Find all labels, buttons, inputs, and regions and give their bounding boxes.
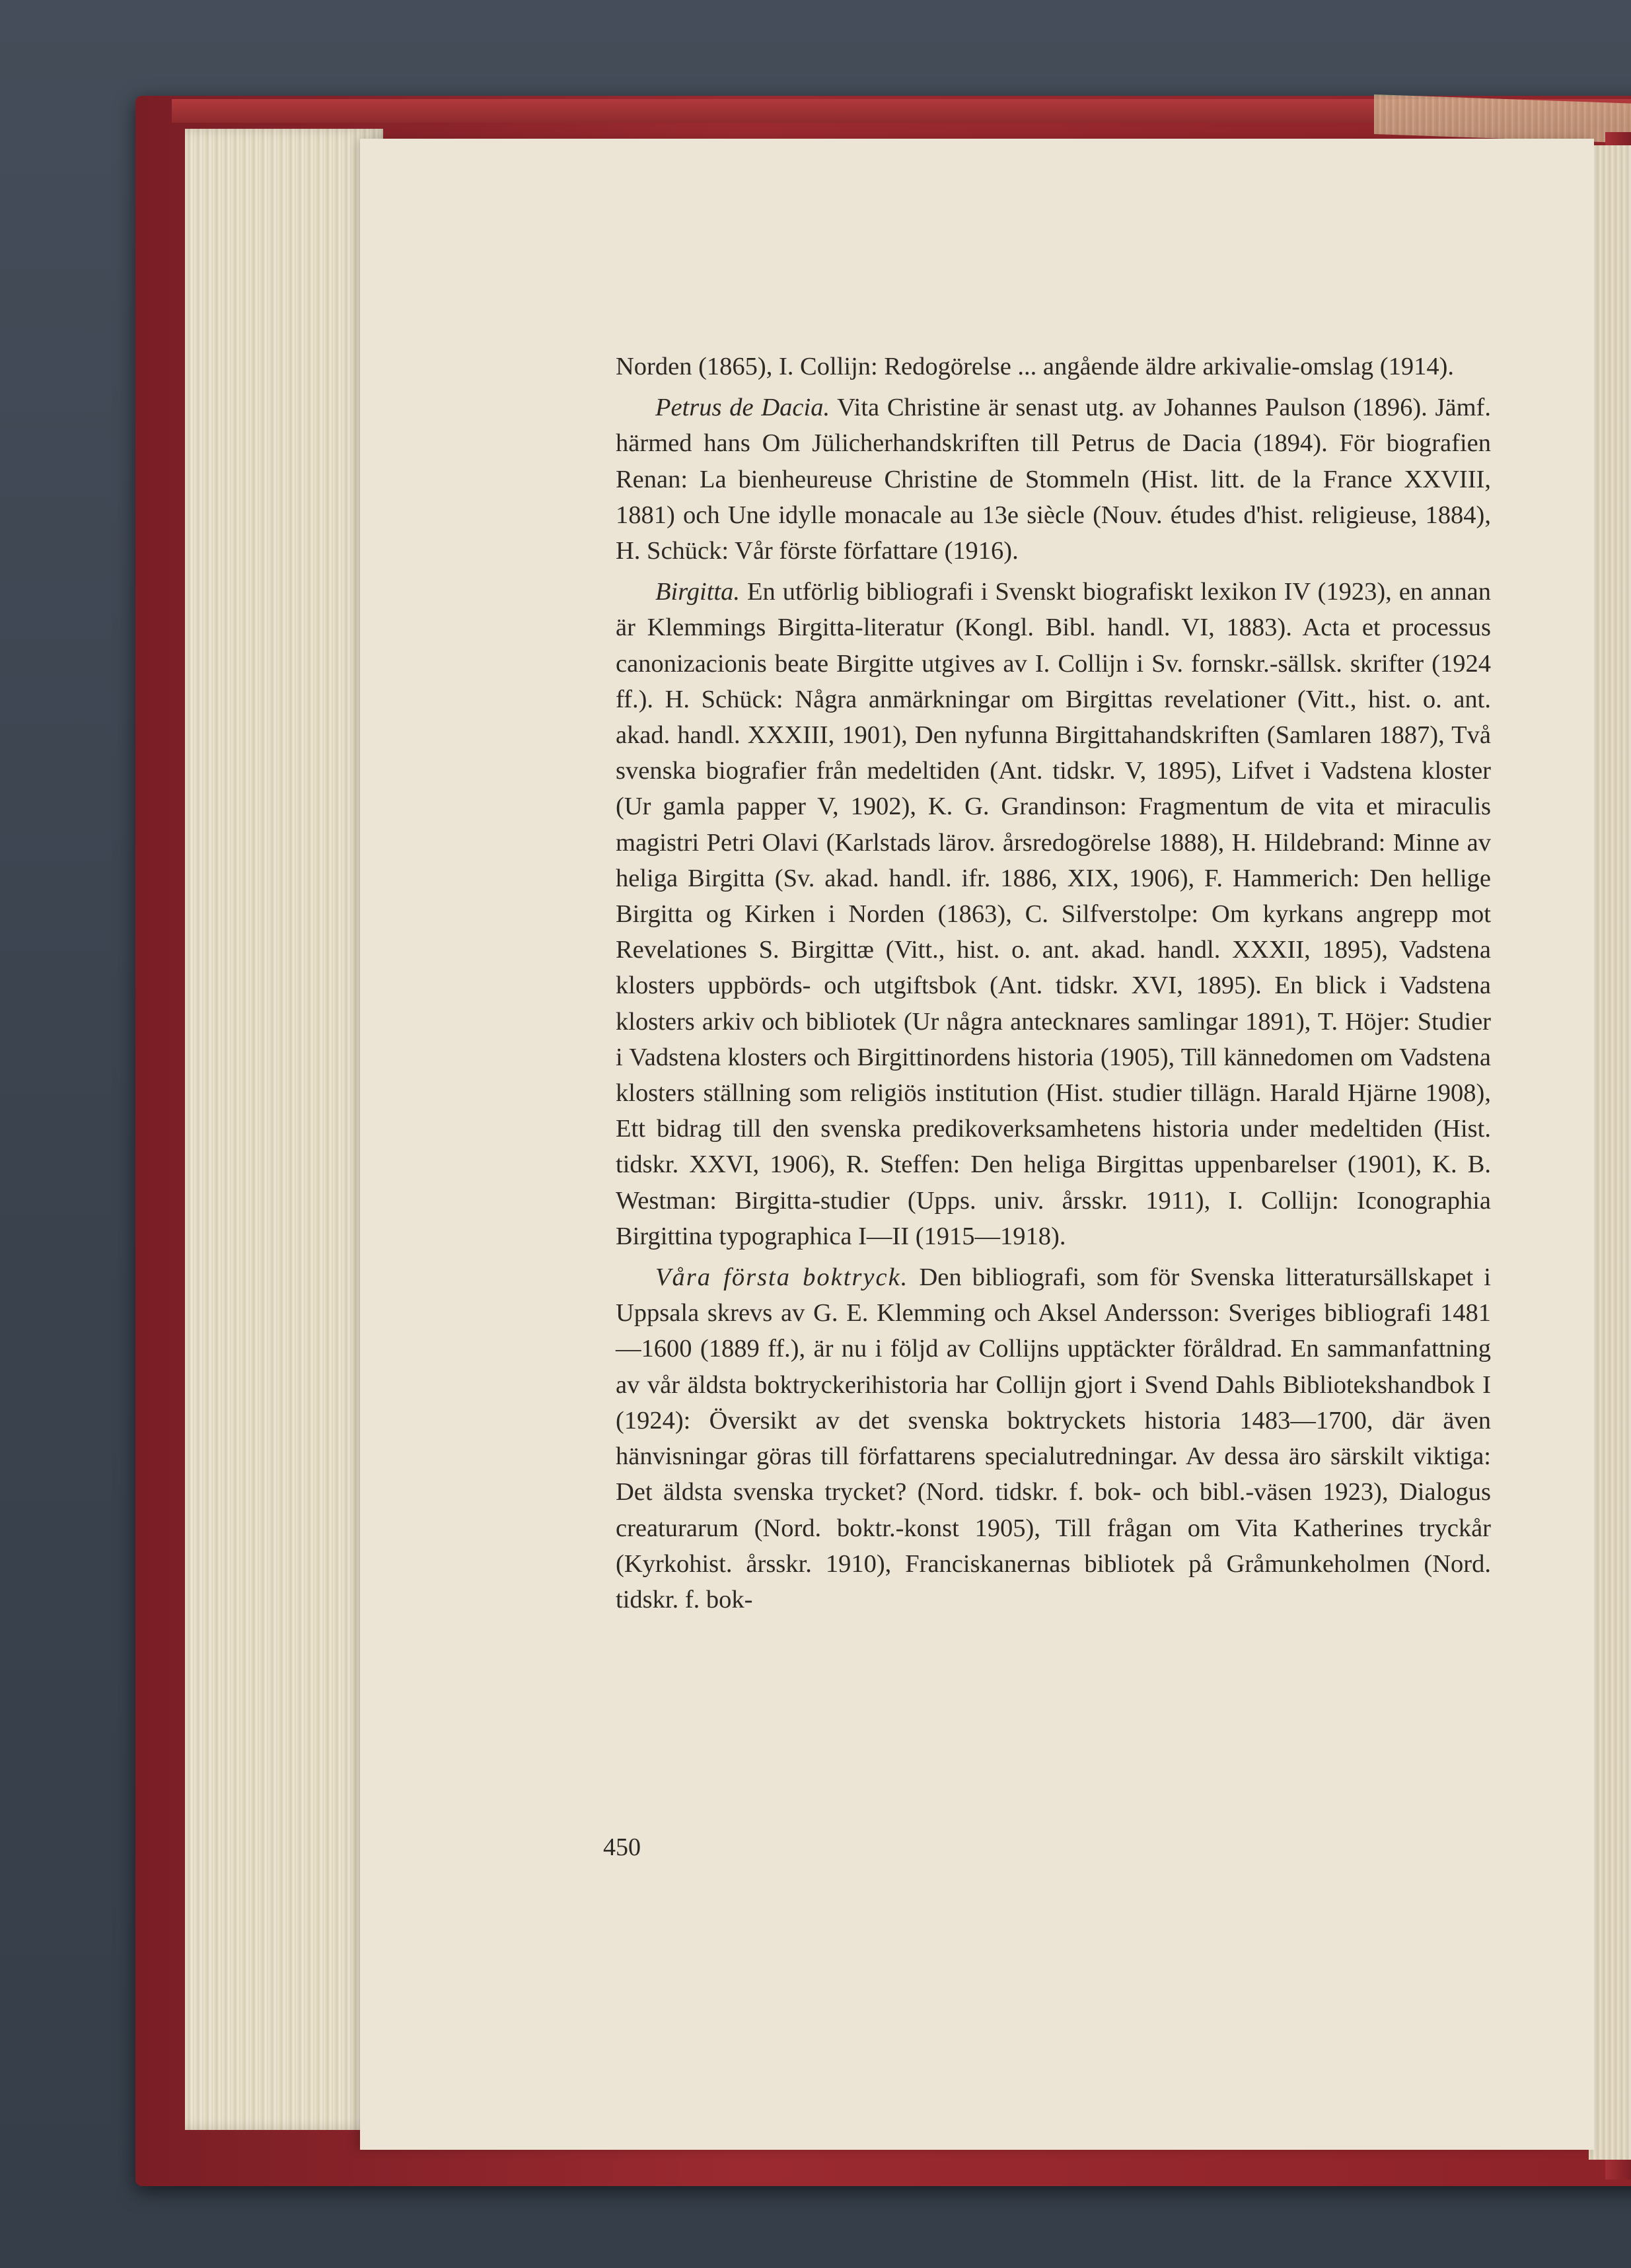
book-page <box>360 139 1594 2150</box>
paragraph-text: Vita Christine är senast utg. av Johannes Paulson (1896). Jämf. härmed hans Om Jülicherhandskriften till Petrus de Dacia (1894). För biografien Renan: La bienheureuse Christine de Stommeln (Hist. litt. de la France XXVIII, 1881) och Une idylle monacale au 13e siècle (Nouv. études d'hist. religieuse, 1884), H. Schück: Vår förste författare (1916). <box>616 394 1491 565</box>
page-text <box>616 349 1491 1623</box>
right-page-stack <box>1589 145 1631 2160</box>
paragraph-text: Norden (1865), I. Collijn: Redogörelse ... angående äldre arkivalie-omslag (1914). <box>616 353 1455 380</box>
paragraph-petrus-de-dacia <box>616 390 1491 569</box>
paragraph-heading: Våra första boktryck. <box>655 1263 909 1292</box>
paragraph-text: Den bibliografi, som för Svenska litteratursällskapet i Uppsala skrevs av G. E. Klemming och Aksel Andersson: Sveriges bibliografi 1481—1600 (1889 ff.), är nu i följd av Collijns upptäckter föråldrad. En sammanfattning av vår äldsta boktryckerihistoria har Collijn gjort i Svend Dahls Bibliotekshandbok I (1924): Översikt av det svenska boktryckets historia 1483—1700, där även hänvisningar göras till författarens specialutredningar. Av dessa äro särskilt viktiga: Det äldsta svenska trycket? (Nord. tidskr. f. bok- och bibl.-väsen 1923), Dialogus creaturarum (Nord. boktr.-konst 1905), Till frågan om Vita Katherines tryckår (Kyrkohist. årsskr. 1910), Franciskanernas bibliotek på Gråmunkeholmen (Nord. tidskr. f. bok- <box>616 1263 1492 1613</box>
paragraph-heading: Birgitta. <box>655 578 740 606</box>
page-number: 450 <box>603 1833 641 1861</box>
paragraph-heading: Petrus de Dacia. <box>655 394 830 422</box>
paragraph-norden <box>616 349 1491 384</box>
paragraph-text: En utförlig bibliografi i Svenskt biografiskt lexikon IV (1923), en annan är Klemmings Birgitta-literatur (Kongl. Bibl. handl. VI, 1883). Acta et processus canonizacionis beate Birgitte utgives av I. Collijn i Sv. fornskr.-sällsk. skrifter (1924 ff.). H. Schück: Några anmärkningar om Birgittas revelationer (Vitt., hist. o. ant. akad. handl. XXXIII, 1901), Den nyfunna Birgittahandskriften (Samlaren 1887), Två svenska biografier från medeltiden (Ant. tidskr. V, 1895), Lifvet i Vadstena kloster (Ur gamla papper V, 1902), K. G. Grandinson: Fragmentum de vita et miraculis magistri Petri Olavi (Karlstads lärov. årsredogörelse 1888), H. Hildebrand: Minne av heliga Birgitta (Sv. akad. handl. ifr. 1886, XIX, 1906), F. Hammerich: Den hellige Birgitta og Kirken i Norden (1863), C. Silfverstolpe: Om kyrkans angrepp mot Revelationes S. Birgittæ (Vitt., hist. o. ant. akad. handl. XXXII, 1895), Vadstena klosters uppbörds- och utgiftsbok (Ant. tidskr. XVI, 1895). En blick i Vadstena klosters arkiv och bibliotek (Ur några antecknares samlingar 1891), T. Höjer: Studier i Vadstena klosters och Birgittinordens historia (1905), Till kännedomen om Vadstena klosters ställning som religiös institution (Hist. studier tillägn. Harald Hjärne 1908), Ett bidrag till den svenska predikoverksamhetens historia under medeltiden (Hist. tidskr. XXVI, 1906), R. Steffen: Den heliga Birgittas uppenbarelser (1901), K. B. Westman: Birgitta-studier (Upps. univ. årsskr. 1911), I. Collijn: Iconographia Birgittina typographica I—II (1915—1918). <box>616 578 1492 1250</box>
paragraph-birgitta <box>616 574 1491 1254</box>
paragraph-vara-forsta-boktryck <box>616 1259 1491 1617</box>
left-page-stack <box>185 129 383 2130</box>
